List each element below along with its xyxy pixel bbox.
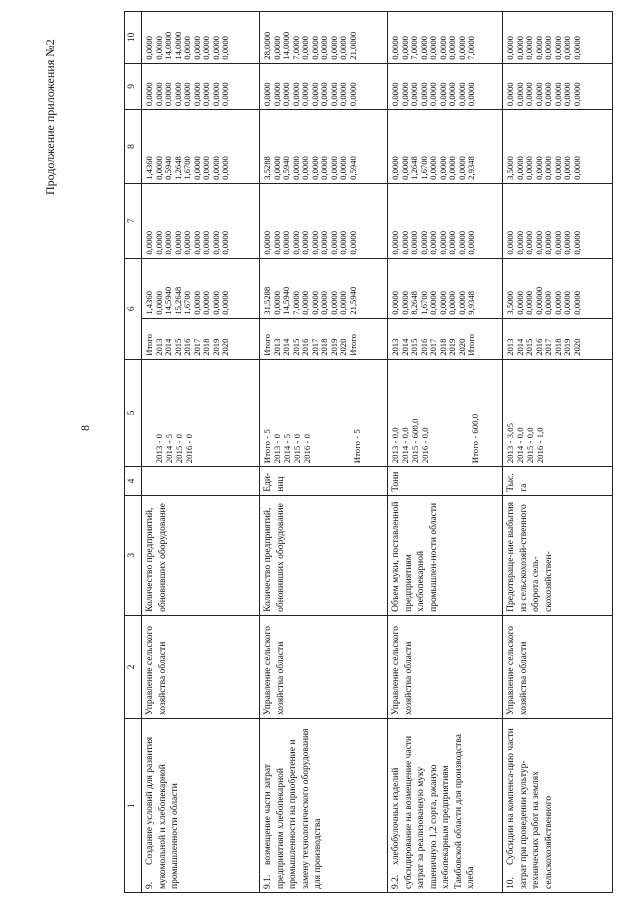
page-number: 8 (78, 425, 92, 431)
header-cell: 9 (125, 63, 142, 109)
row-col10: 0,0000 0,0000 0,0000 0,0000 0,0000 0,0000 0,0000 0,0000 (503, 12, 613, 64)
row-col10: 28,0000 0,0000 14,0000 7,0000 0,0000 0,0000 0,0000 0,0000 0,0000 21,0000 (260, 12, 388, 64)
header-cell: 7 (125, 183, 142, 258)
row-name: 9.Создание условий для развития мукомольной и хлебопекарной промышленности области (142, 719, 260, 893)
header-cell: 5 (125, 359, 142, 466)
row-plan: 2013 - 0 2014 - 5 2015 - 0 2016 - 0 (142, 359, 260, 466)
row-col7: 0,0000 0,0000 0,0000 0,0000 0,0000 0,0000 0,0000 0,0000 0,0000 (388, 183, 503, 258)
header-cell: 1 (125, 719, 142, 893)
page-title: Продолжение приложения №2 (43, 39, 57, 195)
row-col8: 0,0000 0,0000 1,2648 1,6700 0,0000 0,0000 0,0000 0,0000 2,9348 (388, 110, 503, 184)
header-cell: 8 (125, 110, 142, 184)
row-unit: Еди- ниц (260, 467, 388, 495)
row-name: 10.Субсидии на компенса-цию части затрат при проведении культур-технических работ на землях сельскохозяйственного (503, 719, 613, 893)
header-cell: 4 (125, 467, 142, 495)
program-table (124, 11, 613, 893)
row-plan: Итого - 5 2013 - 0 2014 - 5 2015 - 0 2016 - 0 Итого - 5 (260, 359, 388, 466)
row-executor: Управление сельского хозяйства области (388, 615, 503, 718)
table-row (388, 12, 503, 893)
row-col7: 0,0000 0,0000 0,0000 0,0000 0,0000 0,0000 0,0000 0,0000 0,0000 0,0000 (260, 183, 388, 258)
row-col9: 0,0000 0,0000 0,0000 0,0000 0,0000 0,0000 0,0000 0,0000 0,0000 (388, 63, 503, 109)
header-cell: 6 (125, 258, 142, 359)
row-indicator: Количество предприятий, обновивших оборудование (142, 495, 260, 615)
row-col9: 0,0000 0,0000 0,0000 0,0000 0,0000 0,0000 0,0000 0,0000 0,0000 (142, 63, 260, 109)
row-years: Итого 2013 2014 2015 2016 2017 2018 2019 2020 Итого (260, 318, 388, 359)
row-total: 3,5000 0,0000 0,0000 0,00000 0,0000 0,0000 0,0000 0,0000 (503, 258, 613, 318)
row-indicator: Объем муки, поставленной предприятиям хлебопекарной промышлен-ности области (388, 495, 503, 615)
row-name: 9.2.хлебобулочных изделий субсидирование на возмещение части затрат за реализованную муку пшеничную 1,2 сорта, ржаную хлебопекарным предприятиям Тамбовской области для производства хлеба (388, 719, 503, 893)
row-plan: 2013 - 0,0 2014 - 0,0 2015 - 600,0 2016 - 0,0 Итого - 600,0 (388, 359, 503, 466)
row-name: 9.1.возмещение части затрат предприятиям хлебопекарной промышленности на приобретение и замену технологического оборудования для производства (260, 719, 388, 893)
row-col10: 0,0000 0,0000 14,0000 14,0000 0,0000 0,0000 0,0000 0,0000 0,0000 (142, 12, 260, 64)
row-indicator: Предотвраще-ние выбытия из сельскохозяй-ственного оборота сель-скохозяйствен- (503, 495, 613, 615)
header-row (125, 12, 142, 893)
row-col7: 0,0000 0,0000 0,0000 0,0000 0,0000 0,0000 0,0000 0,0000 (503, 183, 613, 258)
header-cell: 2 (125, 615, 142, 718)
row-unit: Тыс. га (503, 467, 613, 495)
row-executor: Управление сельского хозяйства области (503, 615, 613, 718)
row-col7: 0,0000 0,0000 0,0000 0,0000 0,0000 0,0000 0,0000 0,0000 0,0000 (142, 183, 260, 258)
row-col9: 0,0000 0,0000 0,0000 0,0000 0,0000 0,0000 0,0000 0,0000 0,0000 0,0000 (260, 63, 388, 109)
row-executor: Управление сельского хозяйства области (142, 615, 260, 718)
row-col8: 3,5288 0,0000 0,5940 0,0000 0,0000 0,0000 0,0000 0,0000 0,0000 0,5940 (260, 110, 388, 184)
row-unit (142, 467, 260, 495)
row-plan: 2013 - 3,05 2014 - 0,0 2015 - 0,0 2016 - 1,0 (503, 359, 613, 466)
header-cell: 10 (125, 12, 142, 64)
table-row (503, 12, 613, 893)
header-cell: 3 (125, 495, 142, 615)
row-years: 2013 2014 2015 2016 2017 2018 2019 2020 Итого (388, 318, 503, 359)
row-col8: 3,5000 0,0000 0,0000 0,0000 0,0000 0,0000 0,0000 0,0000 (503, 110, 613, 184)
row-unit: Тонн (388, 467, 503, 495)
row-col10: 0,0000 0,0000 7,0000 0,0000 0,0000 0,0000 0,0000 0,0000 7,0000 (388, 12, 503, 64)
row-total: 1,4360 0,0000 14,5940 15,2648 1,6700 0,0000 0,0000 0,0000 0,0000 (142, 258, 260, 318)
row-col8: 1,4360 0,0000 0,5940 1,2648 1,6700 0,0000 0,0000 0,0000 0,0000 (142, 110, 260, 184)
table-row (260, 12, 388, 893)
row-col9: 0,0000 0,0000 0,0000 0,0000 0,0000 0,0000 0,0000 0,0000 (503, 63, 613, 109)
row-total: 31,5288 0,0000 14,5940 7,0000 0,0000 0,0000 0,0000 0,0000 0,0000 21,5940 (260, 258, 388, 318)
row-indicator: Количество предприятий, обновивших оборудование (260, 495, 388, 615)
table-row (142, 12, 260, 893)
row-years: Итого 2013 2014 2015 2016 2017 2018 2019 2020 (142, 318, 260, 359)
row-total: 0,0000 0,0000 8,2648 1,6700 0,0000 0,0000 0,0000 0,0000 9,9348 (388, 258, 503, 318)
row-executor: Управление сельского хозяйства области (260, 615, 388, 718)
row-years: 2013 2014 2015 2016 2017 2018 2019 2020 (503, 318, 613, 359)
